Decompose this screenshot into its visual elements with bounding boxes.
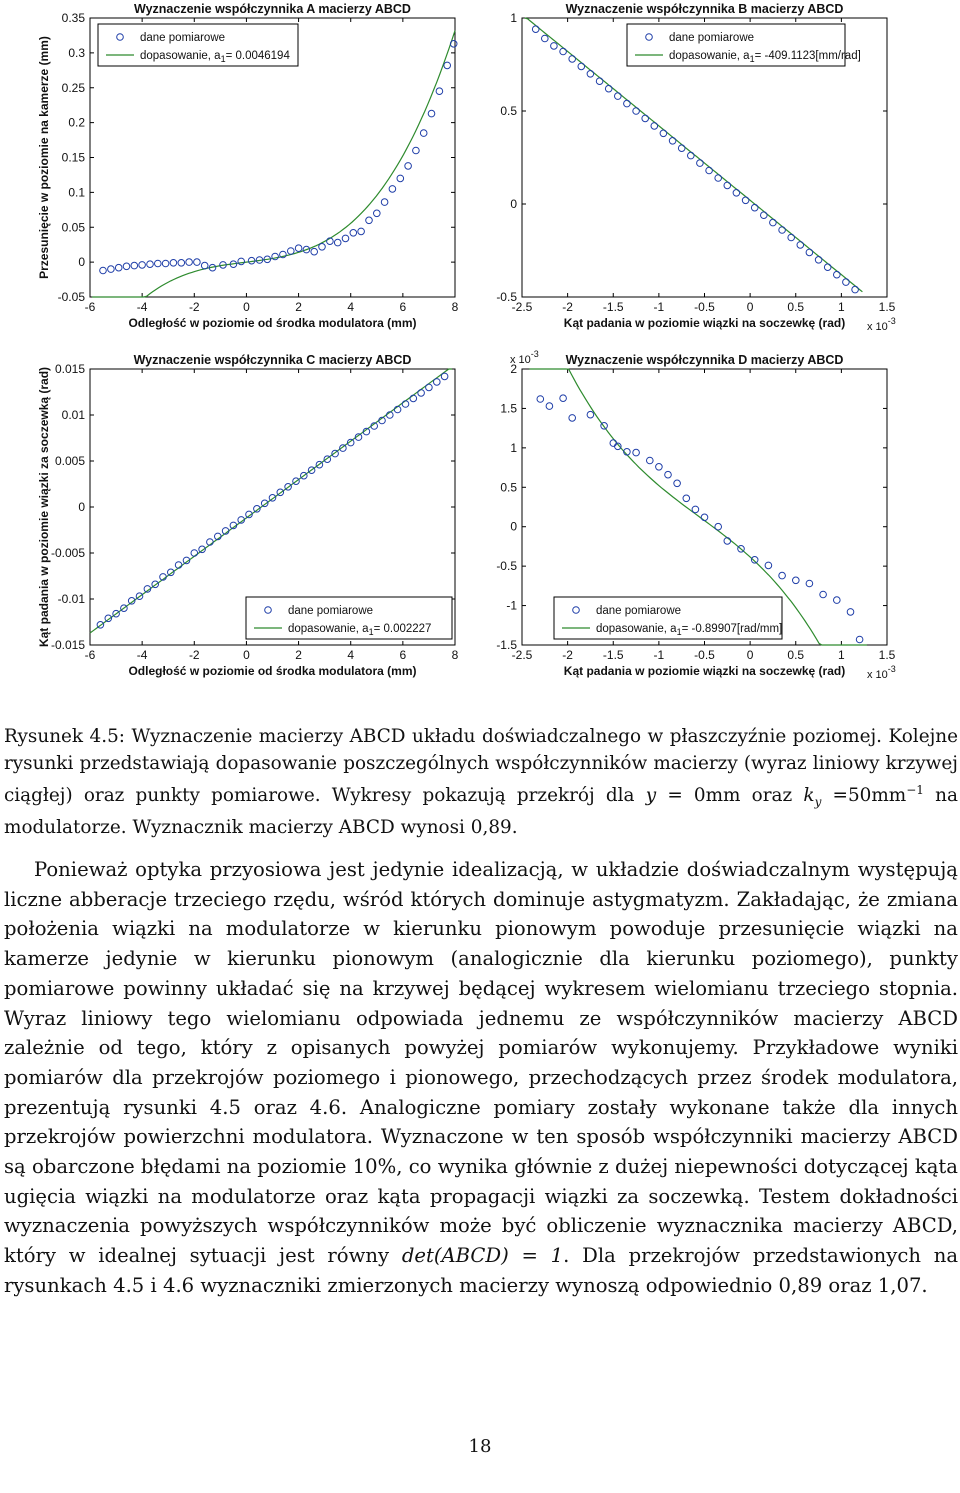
data-point [724, 538, 731, 545]
data-point [311, 248, 318, 255]
data-point [806, 580, 813, 587]
data-point [797, 242, 804, 249]
data-point [578, 63, 585, 70]
data-point [779, 572, 786, 579]
data-point [402, 401, 409, 408]
y-tick-label: 0.5 [500, 104, 517, 118]
data-point [295, 245, 302, 252]
x-tick-label: -6 [84, 300, 96, 314]
data-point [633, 449, 640, 456]
y-tick-label: -0.5 [496, 290, 517, 304]
caption-text-2: = 0mm oraz [667, 785, 793, 807]
y-tick-label: 0 [78, 500, 85, 514]
legend-fit-prefix: dopasowanie, a [288, 623, 369, 635]
data-point [834, 271, 841, 278]
data-point [715, 523, 722, 530]
x-tick-label: 4 [347, 648, 355, 662]
data-point [596, 78, 603, 85]
x-tick-label: -2 [188, 648, 200, 662]
data-point [724, 182, 731, 189]
body-text [4, 855, 958, 1301]
x-tick-label: 6 [399, 300, 407, 314]
data-point [683, 495, 690, 502]
data-point [186, 259, 193, 266]
data-point [820, 591, 827, 598]
x-tick-label: -2 [562, 648, 573, 662]
x-tick-label: 4 [347, 300, 355, 314]
y-exponent [510, 349, 539, 366]
data-point [410, 395, 417, 402]
data-point [697, 160, 704, 167]
data-point [542, 35, 549, 42]
x-exponent [867, 316, 896, 333]
page-number: 18 [468, 1436, 492, 1457]
x-tick-label: 1.5 [878, 648, 896, 662]
data-point [324, 456, 331, 463]
y-tick-label: 1 [510, 440, 517, 455]
data-point [674, 480, 681, 487]
data-point [770, 219, 777, 226]
caption-text-1: Wyznaczenie macierzy ABCD układu doświadczalnego w płaszczyźnie poziomej. Kolejne rysunki przedstawiają dopasowanie poszczególnych współczynników macierzy (wyraz liniowy krzywej ciągłej) oraz punkty pomiarowe. Wykresy pokazują przekrój dla [4, 726, 959, 807]
data-point [288, 248, 295, 255]
legend-fit-prefix: dopasowanie, a [596, 623, 677, 635]
caption-k-exp: −1 [906, 783, 924, 797]
data-point [123, 263, 130, 270]
body-text-1: Ponieważ optyka przyosiowa jest jedynie idealizacją, w układzie doświadczalnym występują liczne abberacje trzeciego rzędu, wśród których dominuje astygmatyzm. Zakładając, że zmiana położenia wiązki na modulatorze w kierunku pionowym powoduje przesunięcie wiązki na kamerze jedynie w kierunku pionowym (analogicznie dla kierunku poziomego), punkty pomiarowe powinny układać się na krzywej będącej wykresem wielomianu trzeciego stopnia. Wyraz liniowy tego wielomianu odpowiada jednemu ze współczynników macierzy ABCD zależnie od tego, który z opisanych powyżej pomiarów wykonujemy. Przykładowe wyniki pomiarów dla przekrojów poziomego i pionowego, przechodzących przez środek modulatora, prezentują rysunki 4.5 oraz 4.6. Analogiczne pomiary zostały wykonane także dla innych przekrojów powierzchni modulatora. Wyznaczone w ten sposób współczynniki macierzy ABCD są obarczone błędami na poziomie 10%, co wynika głównie z dużej niepewności dotyczącej kąta ugięcia wiązki na modulatorze oraz kąta propagacji wiązki za soczewką. Testem dokładności wyznaczenia powyższych współczynników może być obliczenie wyznacznika macierzy ABCD, który w idealnej sytuacji jest równy [4, 858, 958, 1268]
x-tick-label: 2 [295, 648, 302, 662]
chart-d [482, 345, 960, 690]
y-tick-label: 0.3 [68, 45, 85, 60]
legend-fit-subscript: 1 [749, 54, 755, 64]
data-point [334, 239, 341, 246]
data-point [642, 115, 649, 122]
legend-points-label: dane pomiarowe [140, 32, 226, 44]
data-point [100, 267, 107, 274]
data-point [420, 130, 427, 137]
y-tick-label: -0.5 [496, 559, 517, 574]
x-tick-label: 8 [451, 648, 459, 662]
data-point [560, 395, 567, 402]
data-point [434, 379, 441, 386]
legend-fit-value: = -0.89907[rad/mm] [681, 623, 783, 635]
y-axis-label: Kąt padania w poziomie wiązki za soczewką (rad) [37, 366, 51, 648]
x-tick-label: -1 [653, 648, 665, 662]
chart-title: Wyznaczenie współczynnika B macierzy ABCD [565, 2, 844, 16]
x-tick-label: 8 [451, 300, 459, 314]
x-axis-label: Odległość w poziomie od środka modulatora (mm) [128, 664, 417, 678]
data-point [560, 48, 567, 55]
y-tick-label: 0 [510, 197, 517, 211]
caption-k-var: k [803, 785, 815, 807]
x-tick-label: -2 [562, 300, 573, 314]
data-point [624, 100, 631, 107]
y-exponent-power: -3 [530, 349, 539, 359]
data-point [450, 41, 457, 48]
legend-fit-value: = 0.0046194 [225, 50, 290, 62]
data-point [615, 93, 622, 100]
legend-fit-prefix: dopasowanie, a [669, 50, 750, 62]
x-tick-label: 0.5 [787, 300, 805, 314]
data-point [651, 123, 658, 130]
data-point [587, 411, 594, 418]
legend-fit-label [669, 50, 861, 64]
y-tick-label: 0 [78, 255, 85, 270]
data-point [238, 258, 245, 265]
y-tick-label: 0.015 [54, 362, 85, 376]
data-point [546, 403, 553, 410]
x-tick-label: -2 [188, 300, 200, 314]
y-tick-label: 0.15 [61, 150, 85, 165]
chart-a-svg [0, 0, 480, 335]
data-point [342, 235, 349, 242]
caption-text-4: na modulatorze. Wyznacznik macierzy ABCD wynosi 0,89. [4, 785, 958, 839]
x-tick-label: 1 [838, 648, 845, 662]
y-tick-label: 0.01 [61, 408, 85, 422]
data-point [761, 212, 768, 219]
data-point [441, 373, 448, 380]
x-tick-label: 0.5 [787, 648, 805, 662]
x-tick-label: -2.5 [511, 648, 533, 662]
data-point [178, 260, 185, 267]
data-point [418, 390, 425, 397]
data-point [426, 384, 433, 391]
data-point [665, 471, 672, 478]
data-point [319, 244, 326, 251]
data-point [162, 260, 169, 267]
x-exponent-power: -3 [887, 316, 896, 326]
determinant-formula: det(ABCD) = 1 [401, 1244, 564, 1268]
y-tick-label: 0.35 [61, 11, 85, 25]
x-tick-label: 1 [838, 300, 845, 314]
data-point [444, 62, 451, 69]
x-tick-label: 0 [746, 648, 754, 662]
data-point [815, 257, 822, 264]
x-axis-label: Odległość w poziomie od środka modulatora (mm) [128, 316, 417, 330]
chart-b [482, 0, 960, 340]
data-point [332, 450, 339, 457]
legend-fit-subscript: 1 [220, 54, 226, 64]
y-tick-label: 0.5 [500, 480, 517, 495]
x-tick-label: -1.5 [602, 648, 624, 662]
data-point [374, 210, 381, 217]
x-exponent [867, 664, 896, 681]
y-tick-label: 0.05 [61, 220, 85, 235]
body-paragraph [4, 855, 958, 1301]
data-point [751, 204, 758, 211]
data-point [569, 415, 576, 422]
x-tick-label: 6 [399, 648, 407, 662]
data-point [847, 609, 854, 616]
data-point [170, 260, 177, 267]
data-point [532, 26, 539, 33]
data-point [405, 163, 412, 170]
data-point [788, 234, 795, 241]
data-point [131, 262, 138, 269]
data-point [715, 175, 722, 182]
data-point [610, 440, 617, 447]
data-point [115, 264, 122, 271]
data-point [633, 108, 640, 115]
data-point [358, 228, 365, 235]
data-point [139, 262, 146, 269]
data-point [765, 562, 772, 569]
x-tick-label: -4 [136, 300, 148, 314]
data-point [834, 597, 841, 604]
x-exponent-power: -3 [887, 664, 896, 674]
data-point [397, 175, 404, 182]
x-exponent-base: x 10 [867, 321, 888, 333]
data-point [701, 514, 708, 521]
chart-d-svg [482, 345, 960, 685]
y-tick-label: 1 [510, 11, 517, 25]
x-axis-label: Kąt padania w poziomie wiązki na soczewkę (rad) [563, 316, 846, 330]
legend-points-label: dane pomiarowe [669, 32, 755, 44]
data-point [108, 266, 115, 273]
y-tick-label: -1.5 [496, 638, 517, 652]
legend-fit-subscript: 1 [368, 627, 374, 637]
data-point [742, 197, 749, 204]
caption-label: Rysunek 4.5: [4, 726, 125, 747]
x-tick-label: -1 [653, 300, 665, 314]
chart-c [0, 345, 480, 690]
data-point [413, 147, 420, 154]
x-tick-label: -0.5 [694, 648, 715, 662]
data-point [678, 145, 685, 152]
data-point [856, 636, 863, 643]
x-tick-label: 0 [243, 648, 250, 662]
x-tick-label: -2.5 [511, 300, 533, 314]
x-axis-label: Kąt padania w poziomie wiązki na soczewkę (rad) [563, 664, 846, 678]
data-point [147, 261, 154, 268]
y-axis-label: Przesunięcie w poziomie na kamerze (mm) [37, 36, 51, 279]
data-point [793, 577, 800, 584]
data-point [733, 190, 740, 197]
data-point [706, 167, 713, 174]
y-tick-label: 0.005 [54, 454, 85, 468]
chart-title: Wyznaczenie współczynnika C macierzy ABCD [133, 353, 412, 367]
data-point [350, 230, 357, 237]
data-point [692, 506, 699, 513]
data-point [806, 249, 813, 256]
chart-title: Wyznaczenie współczynnika A macierzy ABCD [134, 2, 411, 16]
data-point [381, 199, 388, 206]
legend-fit-value: = 0.002227 [373, 623, 432, 635]
y-tick-label: -1 [506, 598, 517, 613]
x-tick-label: 1.5 [878, 300, 896, 314]
data-point [843, 279, 850, 286]
y-tick-label: 1.5 [500, 401, 517, 416]
data-point [366, 217, 373, 224]
x-exponent-base: x 10 [867, 669, 888, 681]
fit-curve [92, 31, 455, 297]
x-tick-label: -0.5 [694, 300, 715, 314]
y-tick-label: -0.05 [57, 290, 85, 304]
y-tick-label: 0 [510, 519, 517, 534]
x-tick-label: -4 [136, 648, 148, 662]
caption-text-3: =50mm [832, 785, 907, 807]
data-point [191, 550, 198, 557]
caption-y-var: y [645, 785, 657, 807]
data-point [660, 130, 667, 137]
data-point [852, 286, 859, 293]
x-tick-label: 2 [295, 300, 302, 314]
legend-fit-label [596, 623, 782, 637]
data-point [436, 88, 443, 95]
data-point [587, 71, 594, 78]
y-tick-label: 0.2 [68, 115, 85, 130]
legend-fit-label [288, 623, 431, 637]
data-point [428, 110, 435, 117]
caption-k-sub: y [814, 794, 822, 809]
y-tick-label: -0.015 [50, 638, 85, 652]
data-point [824, 264, 831, 271]
data-point [688, 152, 695, 159]
y-exponent-base: x 10 [510, 354, 531, 366]
data-point [201, 262, 208, 269]
data-point [605, 85, 612, 92]
y-tick-label: 0.1 [68, 185, 85, 200]
legend-fit-prefix: dopasowanie, a [140, 50, 221, 62]
chart-c-svg [0, 345, 480, 685]
x-tick-label: 0 [746, 300, 754, 314]
legend-fit-label [140, 50, 290, 64]
legend-points-label: dane pomiarowe [288, 605, 374, 617]
data-point [669, 138, 676, 145]
data-point [656, 464, 663, 471]
x-tick-label: -1.5 [602, 300, 624, 314]
chart-a [0, 0, 480, 340]
y-tick-label: -0.01 [57, 592, 85, 606]
y-tick-label: -0.005 [50, 546, 85, 560]
chart-b-svg [482, 0, 960, 335]
x-tick-label: 0 [243, 300, 250, 314]
data-point [272, 253, 279, 260]
figure-caption [4, 724, 958, 842]
chart-title: Wyznaczenie współczynnika D macierzy ABCD [565, 353, 844, 367]
legend-points-label: dane pomiarowe [596, 605, 682, 617]
x-tick-label: -6 [84, 648, 96, 662]
y-tick-label: 2 [510, 362, 517, 376]
data-point [647, 457, 654, 464]
data-point [389, 186, 396, 193]
data-point [551, 43, 558, 50]
legend-fit-value: = -409.1123[mm/rad] [754, 50, 861, 62]
data-point [537, 396, 544, 403]
y-tick-label: 0.25 [61, 80, 85, 95]
legend-fit-subscript: 1 [676, 627, 682, 637]
data-point [779, 227, 786, 234]
data-point [194, 259, 201, 266]
data-point [569, 56, 576, 63]
body-text-2: . Dla przekrojów przedstawionych na rysunkach 4.5 i 4.6 wyznaczniki zmierzonych macierzy wynoszą odpowiednio 0,89 oraz 1,07. [4, 1244, 958, 1297]
data-point [155, 260, 162, 267]
